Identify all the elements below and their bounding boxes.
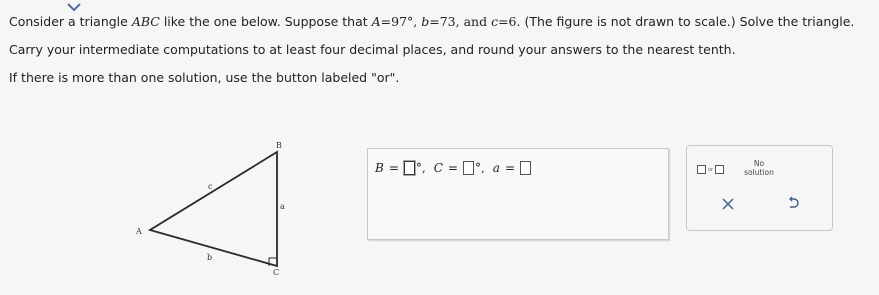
chevron-down-icon[interactable]	[64, 1, 84, 13]
side-label-c: c	[208, 182, 213, 191]
side-label-a: a	[280, 202, 285, 211]
triangle-figure	[128, 138, 298, 276]
problem-line-1: Consider a triangle ABC like the one below. Suppose that A=97°, b=73, and c=6. (The figure is not drawn to scale.) Solve the triangle.	[9, 14, 855, 29]
close-icon[interactable]	[721, 197, 735, 211]
problem-line-2: Carry your intermediate computations to at least four decimal places, and round your answers to the nearest tenth.	[9, 42, 736, 57]
vertex-label-B: B	[276, 141, 282, 150]
answer-label-C: C	[433, 161, 443, 175]
no-solution-button[interactable]: No solution	[744, 159, 774, 177]
side-label-b: b	[207, 253, 213, 262]
vertex-label-A: A	[136, 227, 142, 236]
undo-icon[interactable]	[785, 196, 801, 212]
or-button[interactable]: or	[697, 165, 724, 174]
answer-tools-panel	[686, 145, 833, 231]
angle-C-input[interactable]	[463, 161, 474, 175]
problem-line-3: If there is more than one solution, use the button labeled "or".	[9, 70, 400, 85]
answer-row: B = ° , C = ° , a =	[375, 161, 531, 175]
answer-panel	[367, 148, 669, 240]
or-box-left-icon	[697, 165, 706, 174]
or-box-right-icon	[715, 165, 724, 174]
vertex-label-C: C	[273, 268, 280, 276]
answer-label-a: a	[492, 161, 500, 175]
angle-B-input[interactable]	[404, 161, 415, 175]
side-a-input[interactable]	[520, 161, 531, 175]
answer-label-B: B	[375, 161, 384, 175]
